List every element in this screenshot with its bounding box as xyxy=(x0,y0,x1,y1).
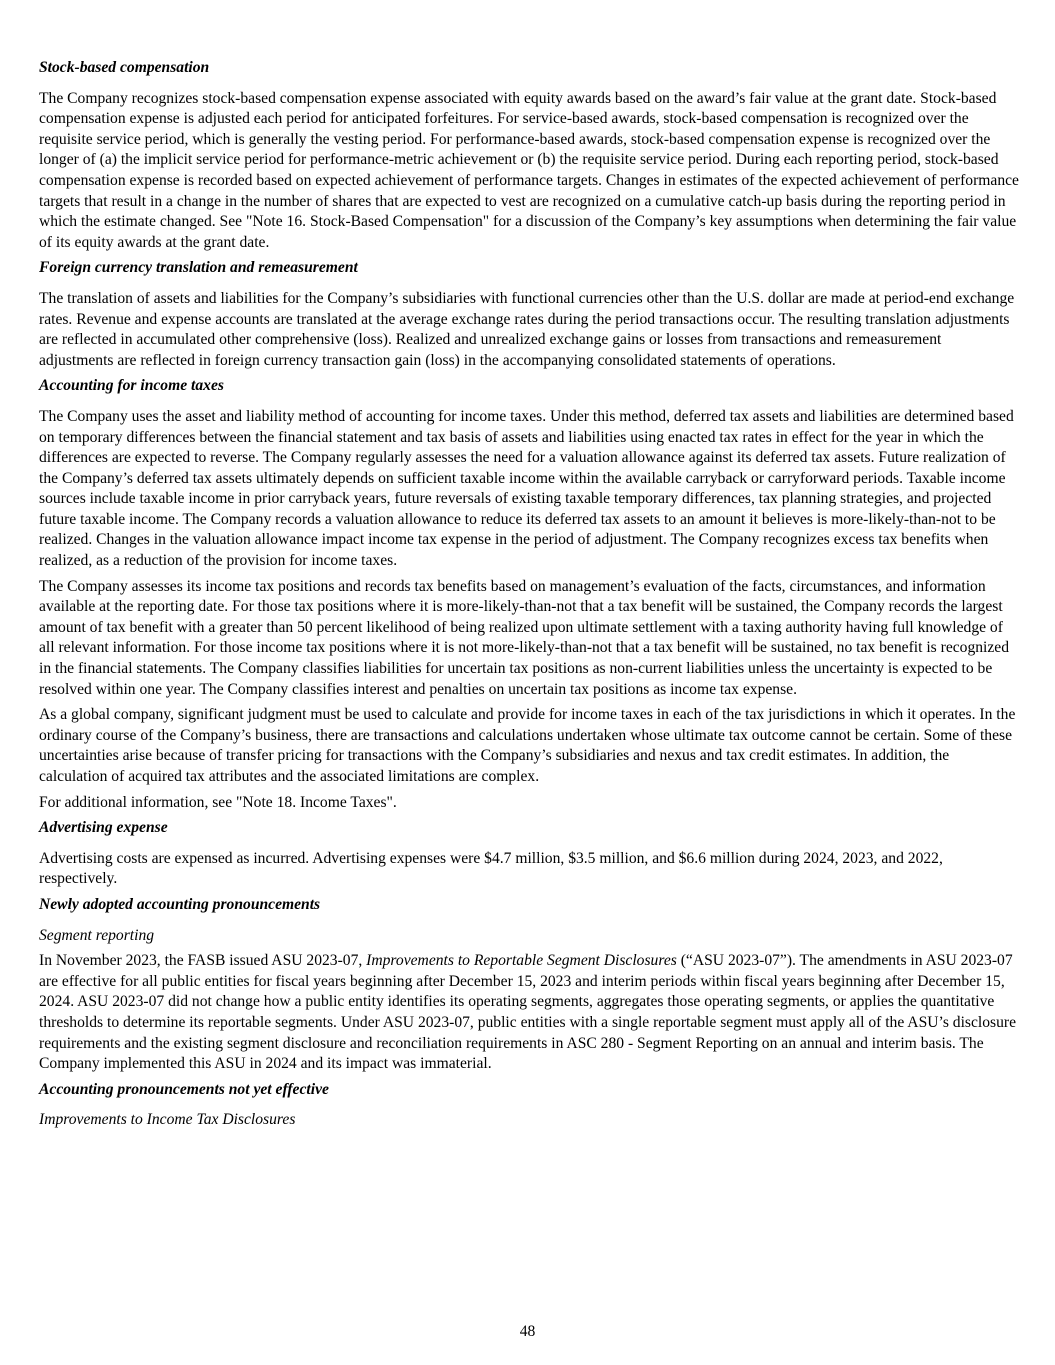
segment-text-part2: (“ASU 2023-07”). The amendments in ASU 2023-07 are effective for all public entities for fiscal years beginning after December 15, 2023 and interim periods within fiscal years beginning after December 15, 2024. ASU 2023-07 did not change how a public entity identifies its operating segments, aggregates those operating segments, or applies the quantitative thresholds to determine its reportable segments. Under ASU 2023-07, public entities with a single reportable segment must apply all of the ASU’s disclosure requirements and the existing segment disclosure and reconciliation requirements in ASC 280 - Segment Reporting on an annual and interim basis. The Company implemented this ASU in 2024 and its impact was immaterial. xyxy=(39,952,1017,1073)
paragraph-segment-reporting xyxy=(39,951,1019,1075)
heading-newly-adopted: Newly adopted accounting pronouncements xyxy=(39,895,321,913)
heading-advertising-expense: Advertising expense xyxy=(39,819,168,837)
paragraph-income-taxes-3: As a global company, significant judgment must be used to calculate and provide for income taxes in each of the tax jurisdictions in which it operates. In the ordinary course of the Company’s business, there are transactions and calculations undertaken whose ultimate tax outcome cannot be certain. Some of these uncertainties arise because of transfer pricing for transactions with the Company’s subsidiaries and nexus and tax credit estimates. In addition, the calculation of acquired tax attributes and the associated limitations are complex. xyxy=(39,706,1016,785)
paragraph-advertising-expense: Advertising costs are expensed as incurred. Advertising expenses were $4.7 million, $3.5 million, and $6.6 million during 2024, 2023, and 2022, respectively. xyxy=(39,849,943,888)
heading-stock-based-compensation: Stock-based compensation xyxy=(39,59,210,76)
heading-not-yet-effective: Accounting pronouncements not yet effective xyxy=(39,1080,329,1098)
paragraph-income-taxes-2: The Company assesses its income tax positions and records tax benefits based on management’s evaluation of the facts, circumstances, and information available at the reporting date. For those tax positions where it is more-likely-than-not that a tax benefit will be sustained, the Company records the largest amount of tax benefit with a greater than 50 percent likelihood of being realized upon ultimate settlement with a taxing authority having full knowledge of all relevant information. For those income tax positions where it is not more-likely-than-not that a tax benefit will be sustained, no tax benefit is recognized in the financial statements. The Company classifies liabilities for uncertain tax positions as non-current liabilities unless the uncertainty is expected to be resolved within one year. The Company classifies interest and penalties on uncertain tax positions as income tax expense. xyxy=(39,577,1010,698)
heading-foreign-currency: Foreign currency translation and remeasurement xyxy=(39,259,358,277)
paragraph-foreign-currency: The translation of assets and liabilities for the Company’s subsidiaries with functional currencies other than the U.S. dollar are made at period-end exchange rates. Revenue and expense accounts are translated at the average exchange rates during the period transactions occur. The resulting translation adjustments are reflected in accumulated other comprehensive (loss). Realized and unrealized exchange gains or losses from transactions and remeasurement adjustments are reflected in foreign currency transaction gain (loss) in the accompanying consolidated statements of operations. xyxy=(39,289,1015,369)
asu-title: Improvements to Reportable Segment Disclosures xyxy=(366,952,677,970)
segment-text-part1: In November 2023, the FASB issued ASU 2023-07, xyxy=(39,952,367,970)
subheading-income-tax-disclosures: Improvements to Income Tax Disclosures xyxy=(39,1111,296,1129)
paragraph-income-taxes-1: The Company uses the asset and liability method of accounting for income taxes. Under this method, deferred tax assets and liabilities are determined based on temporary differences between the financial statement and tax basis of assets and liabilities using enacted tax rates in effect for the year in which the differences are expected to reverse. The Company regularly assesses the need for a valuation allowance against its deferred tax assets. Future realization of the Company’s deferred tax assets ultimately depends on sufficient taxable income within the available carryback or carryforward periods. Taxable income sources include taxable income in prior carryback years, future reversals of existing taxable temporary differences, tax planning strategies, and projected future taxable income. The Company records a valuation allowance to reduce its deferred tax assets to an amount it believes is more-likely-than-not to be realized. Changes in the valuation allowance impact income tax expense in the period of adjustment. The Company recognizes excess tax benefits when realized, as a reduction of the provision for income taxes. xyxy=(39,407,1014,570)
subheading-segment-reporting: Segment reporting xyxy=(39,926,155,944)
document-body xyxy=(39,58,1019,1136)
page-number: 48 xyxy=(519,1323,536,1340)
paragraph-income-taxes-4: For additional information, see "Note 18. Income Taxes". xyxy=(39,793,397,811)
heading-income-taxes: Accounting for income taxes xyxy=(39,377,224,395)
paragraph-stock-based-compensation: The Company recognizes stock-based compensation expense associated with equity awards based on the award’s fair value at the grant date. Stock-based compensation expense is adjusted each period for anticipated forfeitures. For service-based awards, stock-based compensation is recognized over the requisite service period, which is generally the vesting period. For performance-based awards, stock-based compensation expense is recognized over the longer of (a) the implicit service period for performance-metric achievement or (b) the requisite service period. During each reporting period, stock-based compensation expense is recorded based on expected achievement of performance targets. Changes in estimates of the expected achievement of performance targets that result in a change in the number of shares that are expected to vest are recognized on a cumulative catch-up basis during the reporting period in which the estimate changed. See "Note 16. Stock-Based Compensation" for a discussion of the Company’s key assumptions when determining the fair value of its equity awards at the grant date. xyxy=(39,89,1019,251)
